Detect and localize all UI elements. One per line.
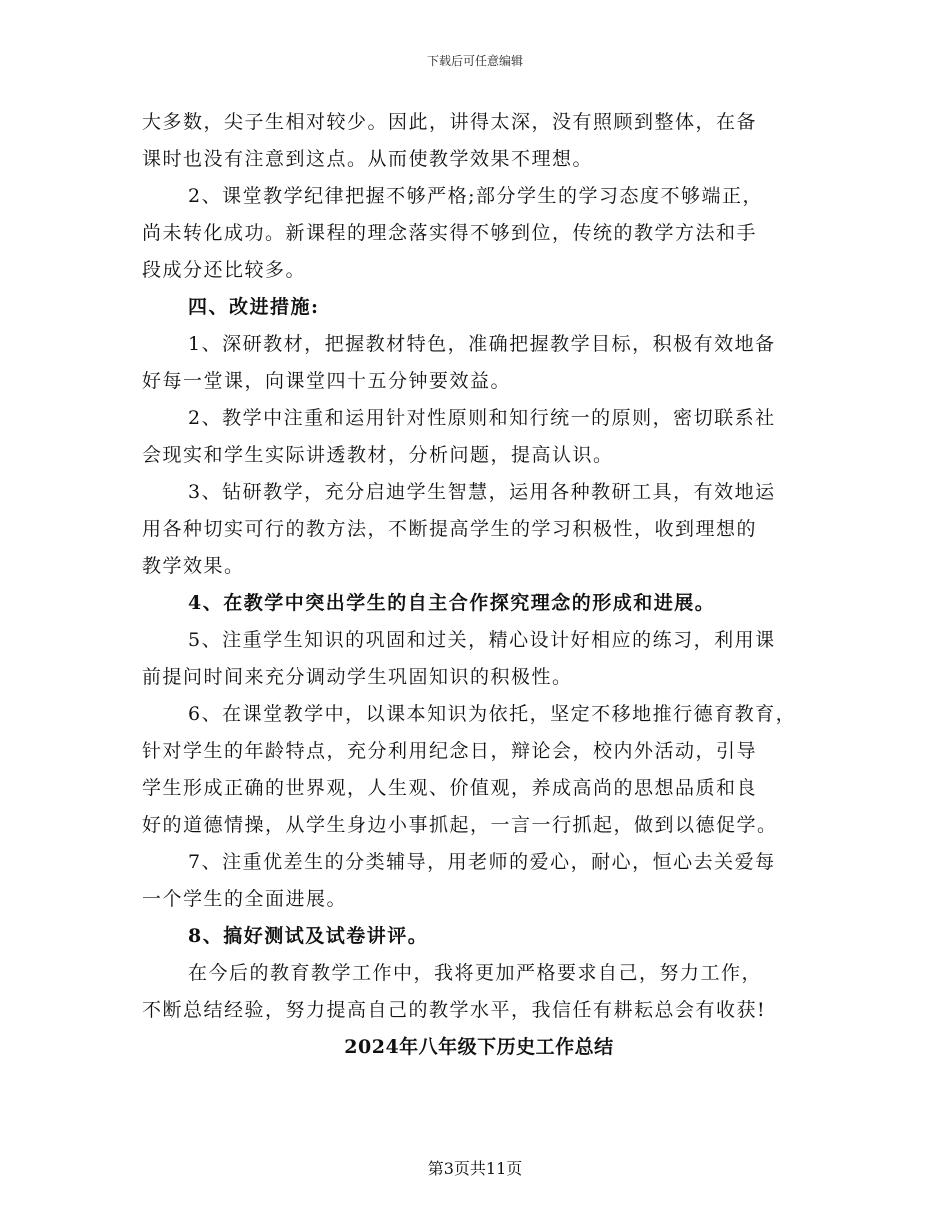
body-line: 大多数，尖子生相对较少。因此，讲得太深，没有照顾到整体，在备 bbox=[142, 111, 758, 133]
body-line: 用各种切实可行的教方法，不断提高学生的学习积极性，收到理想的 bbox=[142, 518, 758, 540]
body-line: 在今后的教育教学工作中，我将更加严格要求自己，努力工作， bbox=[188, 962, 763, 984]
body-line: 好的道德情操，从学生身边小事抓起，一言一行抓起，做到以德促学。 bbox=[142, 814, 778, 836]
body-line: 段成分还比较多。 bbox=[142, 259, 307, 281]
body-line: 6、在课堂教学中，以课本知识为依托，坚定不移地推行德育教育， bbox=[188, 703, 797, 725]
bold-item: 8、搞好测试及试卷讲评。 bbox=[188, 925, 429, 947]
body-line: 2、教学中注重和运用针对性原则和知行统一的原则，密切联系社 bbox=[188, 407, 776, 429]
body-line: 针对学生的年龄特点，充分利用纪念日，辩论会，校内外活动，引导 bbox=[142, 740, 758, 762]
section-heading: 四、改进措施: bbox=[188, 296, 320, 318]
body-line: 好每一堂课，向课堂四十五分钟要效益。 bbox=[142, 370, 512, 392]
body-line: 课时也没有注意到这点。从而使教学效果不理想。 bbox=[142, 148, 594, 170]
body-line: 前提问时间来充分调动学生巩固知识的积极性。 bbox=[142, 666, 573, 688]
body-line: 尚未转化成功。新课程的理念落实得不够到位，传统的教学方法和手 bbox=[142, 222, 758, 244]
body-line: 3、钻研教学，充分启迪学生智慧，运用各种教研工具，有效地运 bbox=[188, 481, 776, 503]
body-line: 5、注重学生知识的巩固和过关，精心设计好相应的练习，利用课 bbox=[188, 629, 776, 651]
document-body bbox=[142, 104, 812, 1066]
body-line: 7、注重优差生的分类辅导，用老师的爱心，耐心，恒心去关爱每 bbox=[188, 851, 776, 873]
body-line: 不断总结经验，努力提高自己的教学水平，我信任有耕耘总会有收获! bbox=[142, 999, 767, 1021]
body-line: 一个学生的全面进展。 bbox=[142, 888, 348, 910]
body-line: 会现实和学生实际讲透教材，分析问题，提高认识。 bbox=[142, 444, 614, 466]
bold-item: 4、在教学中突出学生的自主合作探究理念的形成和进展。 bbox=[188, 592, 716, 614]
body-line: 2、课堂教学纪律把握不够严格;部分学生的学习态度不够端正， bbox=[188, 185, 763, 207]
body-line: 学生形成正确的世界观，人生观、价值观，养成高尚的思想品质和良 bbox=[142, 777, 758, 799]
body-line: 教学效果。 bbox=[142, 555, 245, 577]
page-header: 下载后可任意编辑 bbox=[426, 54, 523, 68]
next-section-title: 2024年八年级下历史工作总结 bbox=[344, 1036, 614, 1058]
body-line: 1、深研教材，把握教材特色，准确把握教学目标，积极有效地备 bbox=[188, 333, 776, 355]
page-number: 第3页共11页 bbox=[427, 1159, 523, 1178]
